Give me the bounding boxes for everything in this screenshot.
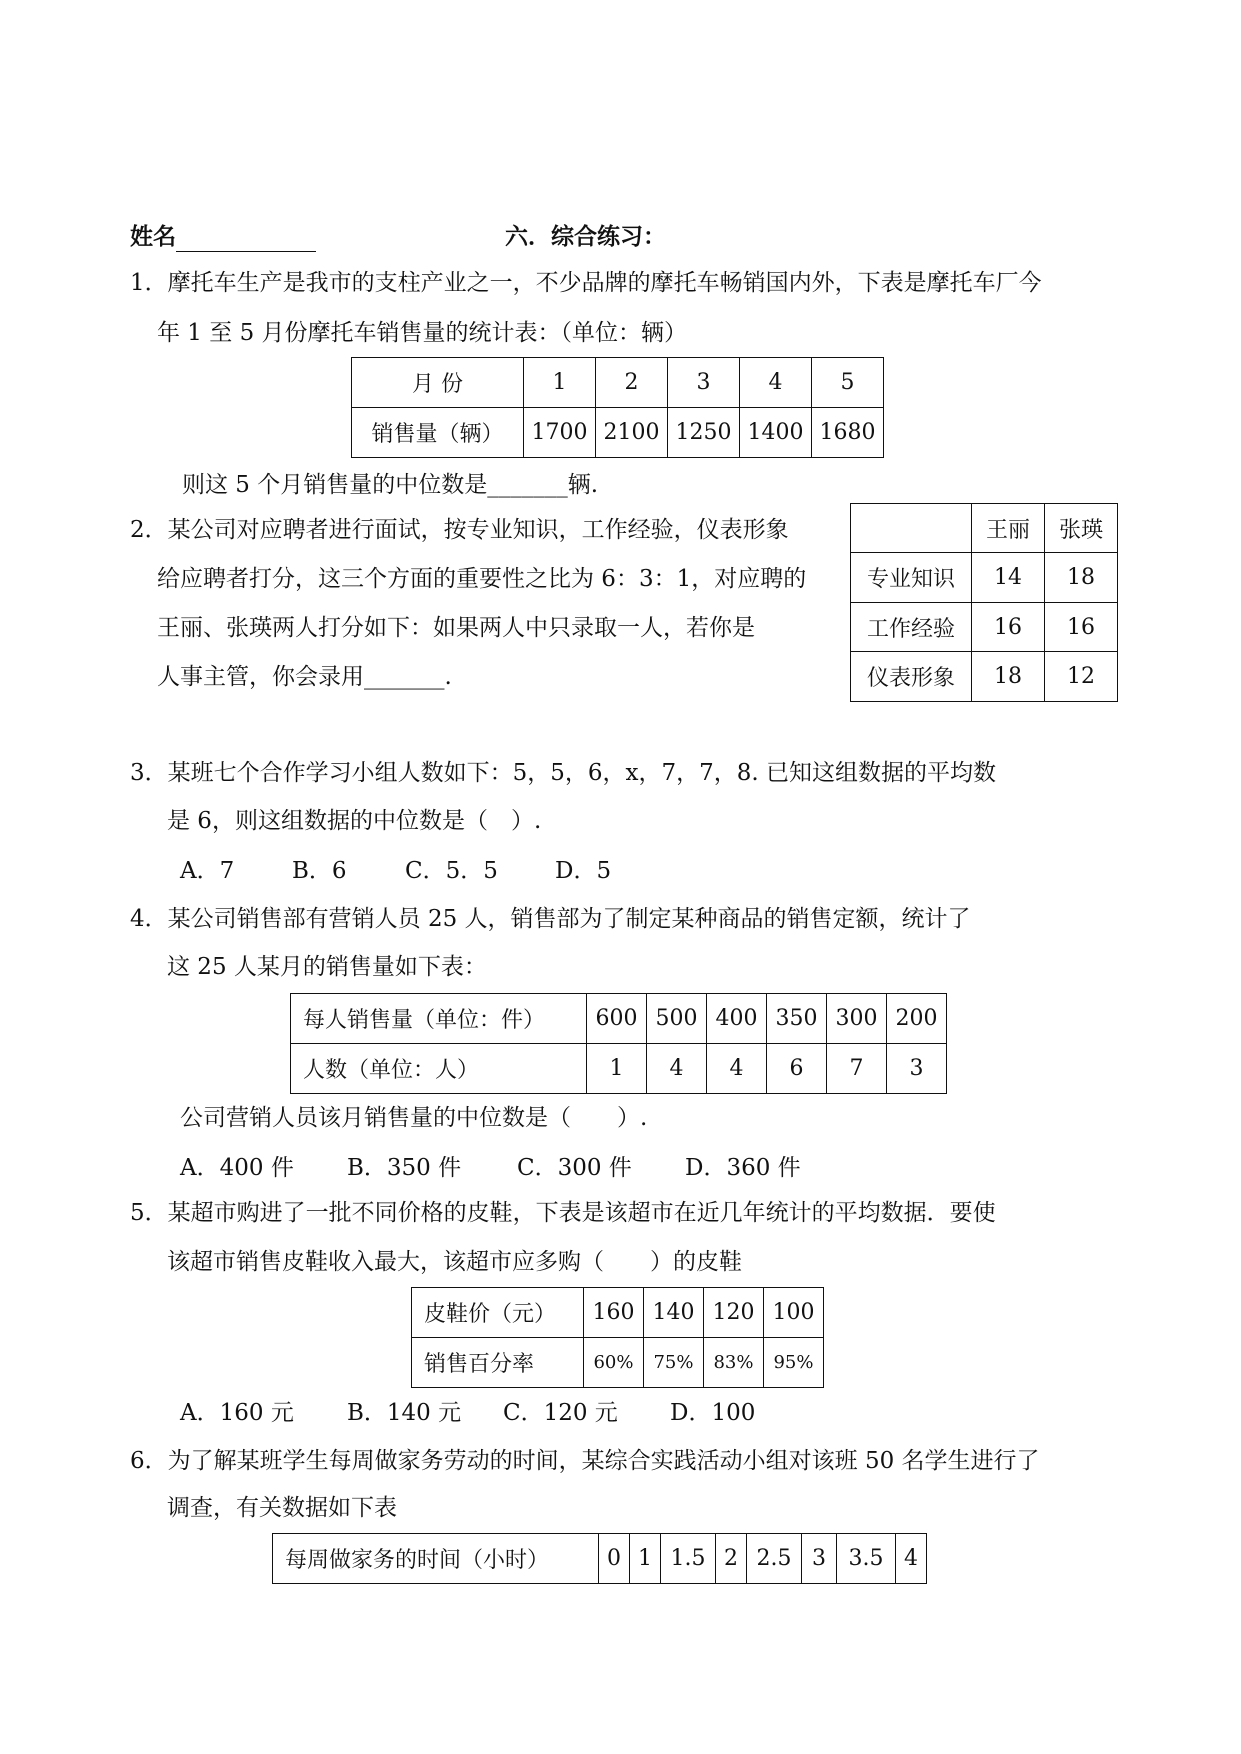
q5-option-a[interactable]: A．160 元 — [180, 1400, 294, 1426]
table-cell: 60% — [584, 1338, 644, 1388]
q4-table-row-count — [291, 1044, 947, 1094]
table-cell: 2 — [596, 358, 668, 408]
table-cell: 400 — [707, 994, 767, 1044]
section-title: 六．综合练习： — [505, 223, 666, 250]
q1-table-row-sales — [352, 408, 884, 458]
table-cell: 18 — [972, 652, 1045, 702]
table-cell: 140 — [644, 1288, 704, 1338]
q5-line1: 5．某超市购进了一批不同价格的皮鞋，下表是该超市在近几年统计的平均数据．要使 — [130, 1200, 996, 1226]
table-cell: 4 — [896, 1534, 927, 1584]
q2-line4: 人事主管，你会录用_______. — [157, 664, 452, 690]
table-cell: 600 — [587, 994, 647, 1044]
table-cell: 月 份 — [352, 358, 524, 408]
table-cell: 1700 — [524, 408, 596, 458]
q5-table-row-price — [412, 1288, 824, 1338]
table-cell: 500 — [647, 994, 707, 1044]
table-cell: 4 — [647, 1044, 707, 1094]
table-cell: 1 — [524, 358, 596, 408]
table-cell: 300 — [827, 994, 887, 1044]
table-cell: 14 — [972, 553, 1045, 603]
q4-option-b[interactable]: B．350 件 — [347, 1155, 462, 1181]
q4-option-d[interactable]: D．360 件 — [685, 1155, 801, 1181]
table-cell: 3 — [887, 1044, 947, 1094]
table-cell: 4 — [740, 358, 812, 408]
q5-line2: 该超市销售皮鞋收入最大，该超市应多购（ ）的皮鞋 — [167, 1249, 742, 1275]
q5-table-row-rate — [412, 1338, 824, 1388]
q3-line1: 3．某班七个合作学习小组人数如下：5，5，6，x，7，7，8. 已知这组数据的平均数 — [130, 760, 997, 786]
table-row — [851, 652, 1118, 702]
q1-line1: 1．摩托车生产是我市的支柱产业之一，不少品牌的摩托车畅销国内外，下表是摩托车厂今 — [130, 270, 1042, 296]
q4-line1: 4．某公司销售部有营销人员 25 人，销售部为了制定某种商品的销售定额，统计了 — [130, 906, 971, 932]
table-cell: 工作经验 — [851, 603, 972, 652]
table-cell: 83% — [704, 1338, 764, 1388]
q2-table — [850, 503, 1118, 702]
table-cell: 95% — [764, 1338, 824, 1388]
q6-table-row-hours — [273, 1534, 927, 1584]
table-cell: 1.5 — [661, 1534, 716, 1584]
table-cell: 皮鞋价（元） — [412, 1288, 584, 1338]
table-cell: 每周做家务的时间（小时） — [273, 1534, 599, 1584]
q5-option-c[interactable]: C．120 元 — [503, 1400, 618, 1426]
table-cell: 6 — [767, 1044, 827, 1094]
table-cell — [851, 504, 972, 553]
table-cell: 每人销售量（单位：件） — [291, 994, 587, 1044]
table-cell: 350 — [767, 994, 827, 1044]
q4-table-row-sales — [291, 994, 947, 1044]
table-cell: 16 — [972, 603, 1045, 652]
table-cell: 160 — [584, 1288, 644, 1338]
q4-table — [290, 993, 947, 1094]
q4-option-c[interactable]: C．300 件 — [517, 1155, 632, 1181]
table-cell: 销售百分率 — [412, 1338, 584, 1388]
table-cell: 16 — [1045, 603, 1118, 652]
table-cell: 100 — [764, 1288, 824, 1338]
q5-option-d[interactable]: D．100 — [670, 1400, 756, 1426]
q3-option-d[interactable]: D．5 — [555, 858, 612, 884]
q3-line2: 是 6，则这组数据的中位数是（ ）. — [167, 808, 542, 834]
q1-table — [351, 357, 884, 458]
table-cell: 4 — [707, 1044, 767, 1094]
table-cell: 18 — [1045, 553, 1118, 603]
q6-line1: 6．为了解某班学生每周做家务劳动的时间，某综合实践活动小组对该班 50 名学生进行了 — [130, 1448, 1040, 1474]
table-cell: 张瑛 — [1045, 504, 1118, 553]
table-cell: 1 — [630, 1534, 661, 1584]
q1-answer-line: 则这 5 个月销售量的中位数是_______辆. — [182, 472, 599, 498]
q5-option-b[interactable]: B．140 元 — [347, 1400, 462, 1426]
q3-option-b[interactable]: B．6 — [292, 858, 347, 884]
q4-line2: 这 25 人某月的销售量如下表： — [167, 954, 487, 980]
table-cell: 12 — [1045, 652, 1118, 702]
table-row — [851, 603, 1118, 652]
table-cell: 3.5 — [837, 1534, 896, 1584]
q4-option-a[interactable]: A．400 件 — [180, 1155, 294, 1181]
q6-table — [272, 1533, 927, 1584]
q4-question: 公司营销人员该月销售量的中位数是（ ）. — [180, 1105, 648, 1131]
table-cell: 专业知识 — [851, 553, 972, 603]
table-cell: 3 — [668, 358, 740, 408]
table-cell: 5 — [812, 358, 884, 408]
table-cell: 75% — [644, 1338, 704, 1388]
table-cell: 120 — [704, 1288, 764, 1338]
table-cell: 1 — [587, 1044, 647, 1094]
table-cell: 仪表形象 — [851, 652, 972, 702]
q1-table-row-month — [352, 358, 884, 408]
table-cell: 1400 — [740, 408, 812, 458]
table-cell: 200 — [887, 994, 947, 1044]
name-label: 姓名 — [130, 222, 316, 252]
q2-line1: 2．某公司对应聘者进行面试，按专业知识，工作经验，仪表形象 — [130, 517, 789, 543]
table-cell: 人数（单位：人） — [291, 1044, 587, 1094]
table-cell: 2 — [716, 1534, 747, 1584]
table-cell: 1250 — [668, 408, 740, 458]
name-blank[interactable] — [176, 227, 316, 252]
q2-table-header — [851, 504, 1118, 553]
q5-table — [411, 1287, 824, 1388]
q6-line2: 调查，有关数据如下表 — [167, 1495, 397, 1521]
q2-line2: 给应聘者打分，这三个方面的重要性之比为 6：3：1，对应聘的 — [157, 566, 807, 592]
table-cell: 销售量（辆） — [352, 408, 524, 458]
table-cell: 1680 — [812, 408, 884, 458]
table-cell: 王丽 — [972, 504, 1045, 553]
table-cell: 7 — [827, 1044, 887, 1094]
table-cell: 2100 — [596, 408, 668, 458]
q3-option-c[interactable]: C．5．5 — [405, 858, 498, 884]
table-cell: 2.5 — [747, 1534, 802, 1584]
table-row — [851, 553, 1118, 603]
q2-line3: 王丽、张瑛两人打分如下：如果两人中只录取一人，若你是 — [157, 615, 755, 641]
table-cell: 0 — [599, 1534, 630, 1584]
q3-option-a[interactable]: A．7 — [180, 858, 235, 884]
table-cell: 3 — [802, 1534, 837, 1584]
q1-line2: 年 1 至 5 月份摩托车销售量的统计表：（单位：辆） — [157, 320, 688, 346]
